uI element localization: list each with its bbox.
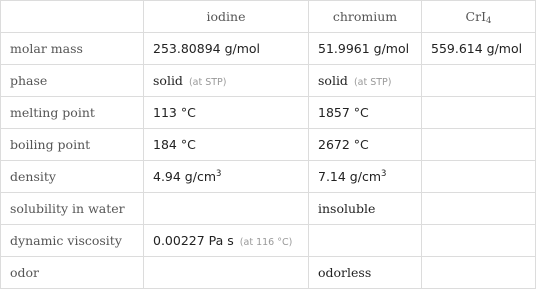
cri4-subscript: 4	[486, 16, 492, 26]
row-label-boiling-point: boiling point	[1, 129, 144, 161]
row-label-solubility: solubility in water	[1, 193, 144, 225]
table-row	[1, 193, 536, 225]
column-header-chromium: chromium	[309, 1, 422, 33]
cell-molar-mass-cri4: 559.614 g/mol	[422, 33, 536, 65]
cell-phase-iodine	[144, 65, 309, 97]
density-iodine-exponent: 3	[216, 169, 222, 179]
phase-chromium-note: (at STP)	[353, 77, 392, 88]
cell-boiling-point-chromium: 2672 °C	[309, 129, 422, 161]
row-label-viscosity: dynamic viscosity	[1, 225, 144, 257]
row-label-melting-point: melting point	[1, 97, 144, 129]
cell-density-iodine	[144, 161, 309, 193]
table-row	[1, 33, 536, 65]
cell-melting-point-cri4	[422, 97, 536, 129]
cell-molar-mass-iodine: 253.80894 g/mol	[144, 33, 309, 65]
row-label-molar-mass: molar mass	[1, 33, 144, 65]
density-chromium-exponent: 3	[381, 169, 387, 179]
row-label-phase: phase	[1, 65, 144, 97]
cell-melting-point-iodine: 113 °C	[144, 97, 309, 129]
cell-phase-chromium	[309, 65, 422, 97]
corner-cell	[1, 1, 144, 33]
viscosity-iodine-value: 0.00227 Pa s	[153, 233, 234, 248]
cell-boiling-point-cri4	[422, 129, 536, 161]
table-row	[1, 129, 536, 161]
cell-odor-cri4	[422, 257, 536, 289]
cell-viscosity-iodine	[144, 225, 309, 257]
cell-viscosity-chromium	[309, 225, 422, 257]
cell-boiling-point-iodine: 184 °C	[144, 129, 309, 161]
cell-solubility-chromium: insoluble	[309, 193, 422, 225]
column-header-cri4	[422, 1, 536, 33]
table-row	[1, 65, 536, 97]
cell-phase-cri4	[422, 65, 536, 97]
viscosity-iodine-note: (at 116 °C)	[239, 237, 293, 248]
cell-solubility-cri4	[422, 193, 536, 225]
header-row	[1, 1, 536, 33]
table-row	[1, 257, 536, 289]
table-row	[1, 225, 536, 257]
density-iodine-value: 4.94 g/cm	[153, 169, 217, 184]
cell-solubility-iodine	[144, 193, 309, 225]
phase-chromium-value: solid	[318, 73, 348, 88]
cell-odor-iodine	[144, 257, 309, 289]
cell-melting-point-chromium: 1857 °C	[309, 97, 422, 129]
phase-iodine-note: (at STP)	[188, 77, 227, 88]
cell-density-cri4	[422, 161, 536, 193]
table-row	[1, 161, 536, 193]
row-label-odor: odor	[1, 257, 144, 289]
row-label-density: density	[1, 161, 144, 193]
cri4-formula: CrI	[465, 9, 487, 24]
cell-molar-mass-chromium: 51.9961 g/mol	[309, 33, 422, 65]
cell-odor-chromium: odorless	[309, 257, 422, 289]
phase-iodine-value: solid	[153, 73, 183, 88]
cell-density-chromium	[309, 161, 422, 193]
table-row	[1, 97, 536, 129]
cell-viscosity-cri4	[422, 225, 536, 257]
column-header-iodine: iodine	[144, 1, 309, 33]
density-chromium-value: 7.14 g/cm	[318, 169, 382, 184]
